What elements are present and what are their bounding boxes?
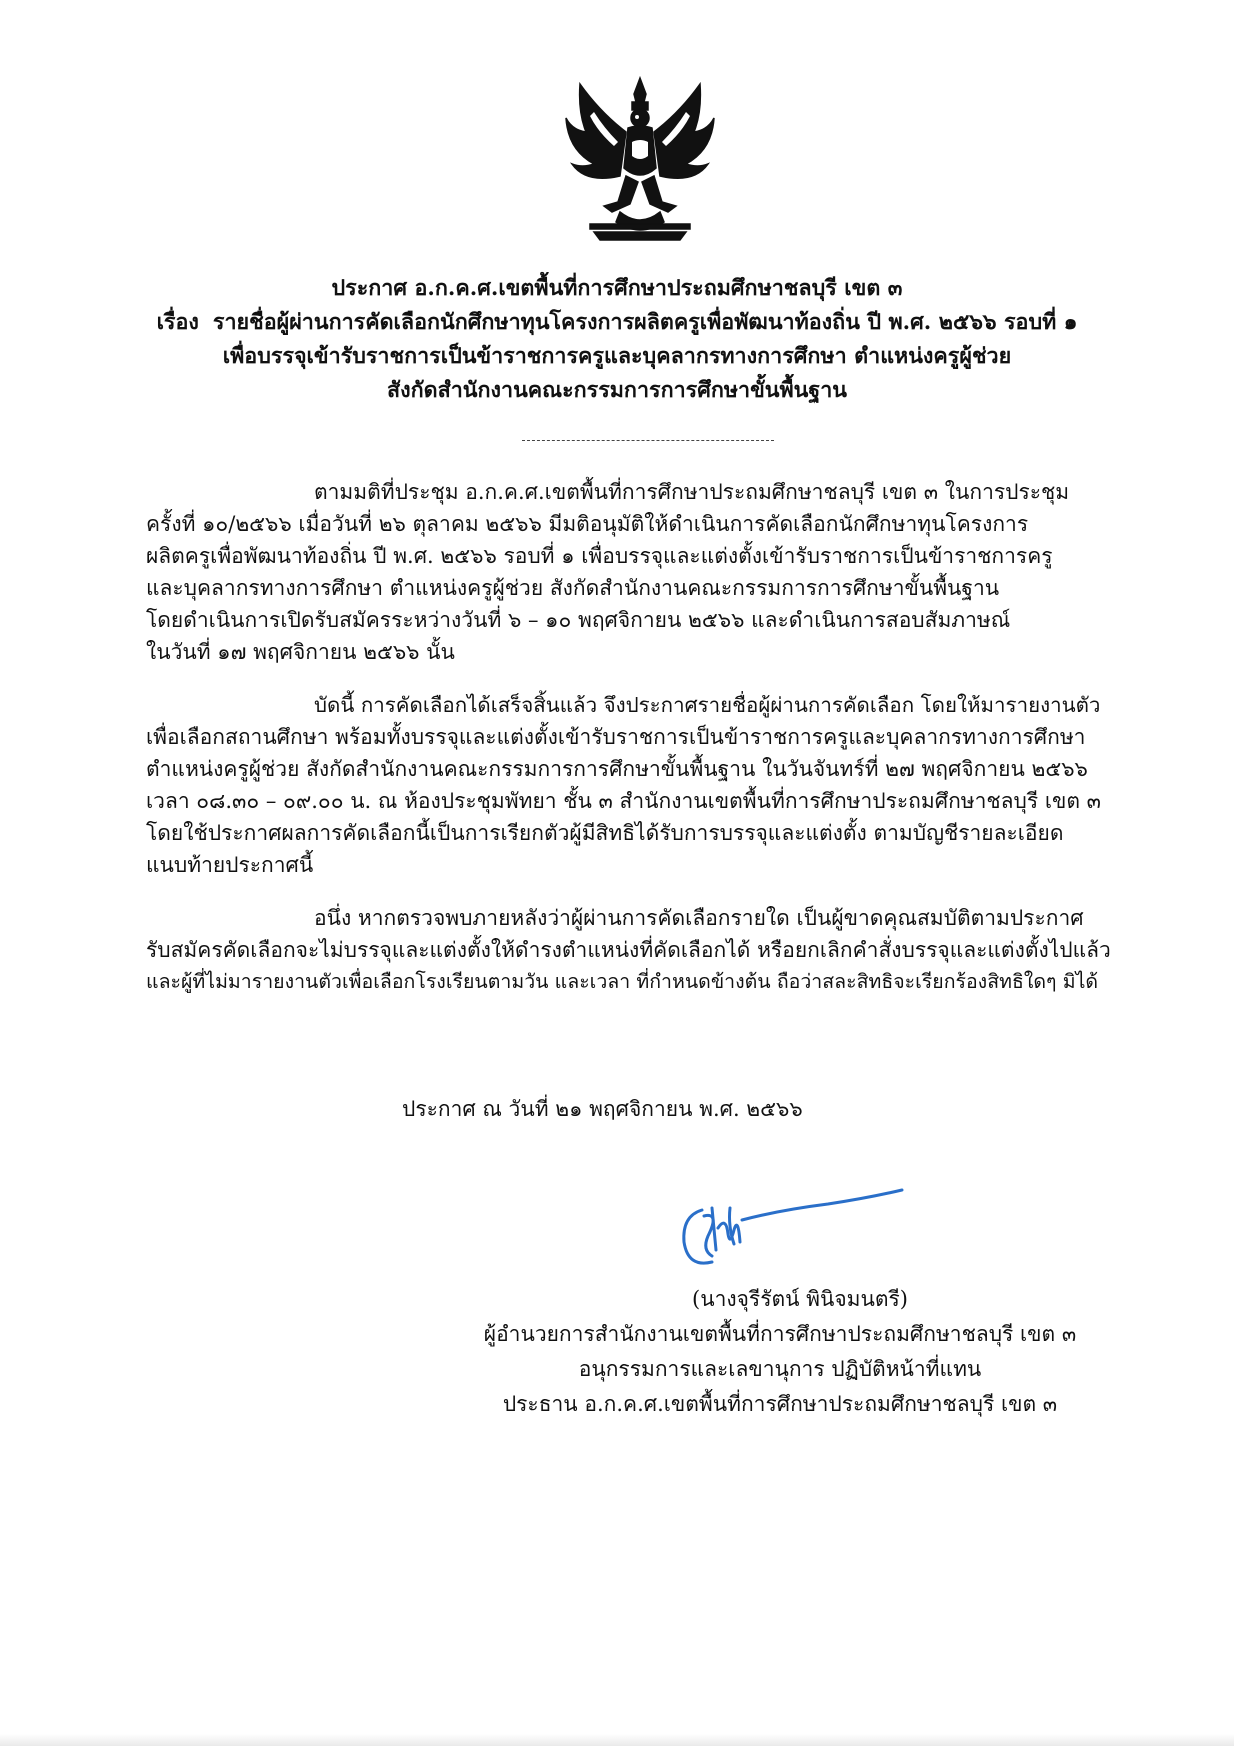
announcement-body bbox=[146, 476, 1116, 1019]
paragraph-line: อนึ่ง หากตรวจพบภายหลังว่าผู้ผ่านการคัดเลือกรายใด เป็นผู้ขาดคุณสมบัติตามประกาศ bbox=[314, 906, 1084, 930]
paragraph-line: ในวันที่ ๑๗ พฤศจิกายน ๒๕๖๖ นั้น bbox=[146, 640, 455, 664]
handwritten-signature-icon bbox=[668, 1186, 908, 1296]
subject-text-2: เพื่อบรรจุเข้ารับราชการเป็นข้าราชการครูและบุคลากรทางการศึกษา ตำแหน่งครูผู้ช่วย bbox=[222, 344, 1012, 369]
paragraph-line: และบุคลากรทางการศึกษา ตำแหน่งครูผู้ช่วย สังกัดสำนักงานคณะกรรมการการศึกษาขั้นพื้นฐาน bbox=[146, 576, 1000, 600]
signatory-title-1: ผู้อำนวยการสำนักงานเขตพื้นที่การศึกษาประถมศึกษาชลบุรี เขต ๓ bbox=[483, 1322, 1077, 1346]
paragraph-line: ตำแหน่งครูผู้ช่วย สังกัดสำนักงานคณะกรรมการการศึกษาขั้นพื้นฐาน ในวันจันทร์ที่ ๒๗ พฤศจิกายน ๒๕๖๖ bbox=[146, 757, 1088, 781]
paragraph-1 bbox=[146, 476, 1116, 668]
announcement-date: ประกาศ ณ วันที่ ๒๑ พฤศจิกายน พ.ศ. ๒๕๖๖ bbox=[402, 1097, 803, 1121]
paragraph-line: เวลา ๐๘.๓๐ – ๐๙.๐๐ น. ณ ห้องประชุมพัทยา ชั้น ๓ สำนักงานเขตพื้นที่การศึกษาประถมศึกษาชลบุรี เขต ๓ bbox=[146, 789, 1102, 813]
subject-line bbox=[140, 306, 1094, 340]
signatory-block bbox=[380, 1282, 1180, 1422]
garuda-emblem-icon bbox=[560, 72, 720, 244]
paragraph-2 bbox=[146, 689, 1116, 881]
subject-text-1: รายชื่อผู้ผ่านการคัดเลือกนักศึกษาทุนโครงการผลิตครูเพื่อพัฒนาท้องถิ่น ปี พ.ศ. ๒๕๖๖ รอบที่ ๑ bbox=[212, 310, 1078, 335]
paragraph-line: ครั้งที่ ๑๐/๒๕๖๖ เมื่อวันที่ ๒๖ ตุลาคม ๒๕๖๖ มีมติอนุมัติให้ดำเนินการคัดเลือกนักศึกษาทุนโครงการ bbox=[146, 512, 1029, 536]
announcement-header bbox=[140, 272, 1094, 408]
paragraph-line: และผู้ที่ไม่มารายงานตัวเพื่อเลือกโรงเรียนตามวัน และเวลา ที่กำหนดข้างต้น ถือว่าสละสิทธิจะเรียกร้องสิทธิใดๆ มิได้ bbox=[146, 970, 1099, 993]
subject-text-3: สังกัดสำนักงานคณะกรรมการการศึกษาขั้นพื้นฐาน bbox=[386, 378, 848, 403]
paragraph-line: โดยใช้ประกาศผลการคัดเลือกนี้เป็นการเรียกตัวผู้มีสิทธิได้รับการบรรจุและแต่งตั้ง ตามบัญชีรายละเอียด bbox=[146, 821, 1064, 845]
header-divider bbox=[522, 440, 774, 441]
subject-label: เรื่อง bbox=[156, 310, 199, 335]
paragraph-line: ผลิตครูเพื่อพัฒนาท้องถิ่น ปี พ.ศ. ๒๕๖๖ รอบที่ ๑ เพื่อบรรจุและแต่งตั้งเข้ารับราชการเป็นข้าราชการครู bbox=[146, 544, 1053, 568]
paragraph-line: ตามมติที่ประชุม อ.ก.ค.ศ.เขตพื้นที่การศึกษาประถมศึกษาชลบุรี เขต ๓ ในการประชุม bbox=[314, 480, 1070, 504]
signatory-name: (นางจุรีรัตน์ พินิจมนตรี) bbox=[692, 1287, 908, 1311]
paragraph-line: เพื่อเลือกสถานศึกษา พร้อมทั้งบรรจุและแต่งตั้งเข้ารับราชการเป็นข้าราชการครูและบุคลากรทางการศึกษา bbox=[146, 725, 1086, 749]
announcement-title: ประกาศ อ.ก.ค.ศ.เขตพื้นที่การศึกษาประถมศึกษาชลบุรี เขต ๓ bbox=[331, 276, 903, 301]
signatory-title-2: อนุกรรมการและเลขานุการ ปฏิบัติหน้าที่แทน bbox=[578, 1357, 982, 1381]
paragraph-3 bbox=[146, 902, 1116, 998]
scan-bottom-edge bbox=[0, 1734, 1234, 1746]
signatory-title-3: ประธาน อ.ก.ค.ศ.เขตพื้นที่การศึกษาประถมศึกษาชลบุรี เขต ๓ bbox=[502, 1392, 1058, 1416]
paragraph-line: แนบท้ายประกาศนี้ bbox=[146, 853, 314, 877]
paragraph-line: รับสมัครคัดเลือกจะไม่บรรจุและแต่งตั้งให้ดำรงตำแหน่งที่คัดเลือกได้ หรือยกเลิกคำสั่งบรรจุและแต่งตั้งไปแล้ว bbox=[146, 938, 1111, 962]
paragraph-line: โดยดำเนินการเปิดรับสมัครระหว่างวันที่ ๖ – ๑๐ พฤศจิกายน ๒๕๖๖ และดำเนินการสอบสัมภาษณ์ bbox=[146, 608, 1011, 632]
paragraph-line: บัดนี้ การคัดเลือกได้เสร็จสิ้นแล้ว จึงประกาศรายชื่อผู้ผ่านการคัดเลือก โดยให้มารายงานตัว bbox=[314, 693, 1101, 717]
